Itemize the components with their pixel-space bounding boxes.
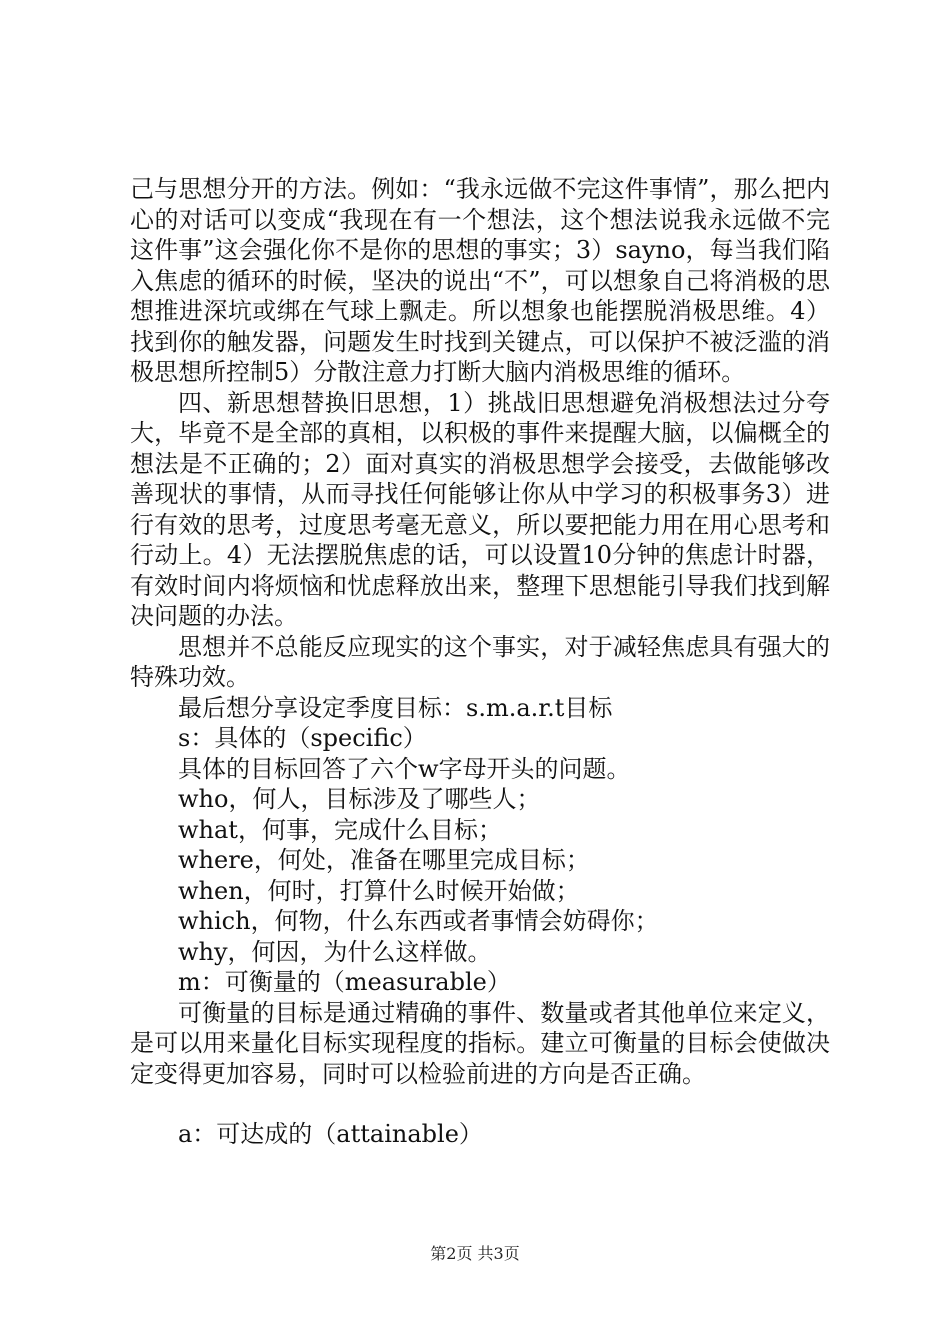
paragraph-replace-thoughts: 四、新思想替换旧思想，1）挑战旧思想避免消极想法过分夸大，毕竟不是全部的真相，以积极的事件来提醒大脑，以偏概全的想法是不正确的；2）面对真实的消极思想学会接受，去做能够改善现状的事情，从而寻找任何能够让你从中学习的积极事务3）进行有效的思考，过度思考毫无意义，所以要把能力用在用心思考和行动上。4）无法摆脱焦虑的话，可以设置10分钟的焦虑计时器，有效时间内将烦恼和忧虑释放出来，整理下思想能引导我们找到解决问题的办法。 <box>130 388 830 630</box>
list-item-which: which，何物，什么东西或者事情会妨碍你； <box>178 907 659 935</box>
heading-specific: s：具体的（specific） <box>178 724 427 752</box>
list-item-why: why，何因，为什么这样做。 <box>178 937 492 966</box>
heading-measurable: m：可衡量的（measurable） <box>178 968 511 996</box>
list-item-who: who，何人，目标涉及了哪些人； <box>178 785 541 813</box>
paragraph-measurable: 可衡量的目标是通过精确的事件、数量或者其他单位来定义，是可以用来量化目标实现程度的指标。建立可衡量的目标会使做决定变得更加容易，同时可以检验前进的方向是否正确。 <box>130 998 830 1088</box>
page-footer <box>0 1244 950 1264</box>
page-indicator: 第2页 共3页 <box>430 1244 520 1263</box>
paragraph-separate-thoughts: 己与思想分开的方法。例如：“我永远做不完这件事情”，那么把内心的对话可以变成“我现在有一个想法，这个想法说我永远做不完这件事”这会强化你不是你的思想的事实；3）sayno，每当我们陷入焦虑的循环的时候，坚决的说出“不”，可以想象自己将消极的思想推进深坑或绑在气球上飘走。所以想象也能摆脱消极思维。4）找到你的触发器，问题发生时找到关键点，可以保护不被泛滥的消极思想所控制5）分散注意力打断大脑内消极思维的循环。 <box>130 175 830 386</box>
list-item-where: where，何处，准备在哪里完成目标； <box>178 846 590 874</box>
document-body <box>130 174 830 1150</box>
paragraph-smart-intro: 最后想分享设定季度目标：s.m.a.r.t目标 <box>178 693 613 722</box>
list-item-what: what，何事，完成什么目标； <box>178 815 502 844</box>
heading-attainable: a：可达成的（attainable） <box>178 1120 483 1148</box>
paragraph-thoughts-reality: 思想并不总能反应现实的这个事实，对于减轻焦虑具有强大的特殊功效。 <box>130 632 830 691</box>
list-item-when: when，何时，打算什么时候开始做； <box>178 876 580 905</box>
paragraph-six-w: 具体的目标回答了六个w字母开头的问题。 <box>178 754 631 783</box>
